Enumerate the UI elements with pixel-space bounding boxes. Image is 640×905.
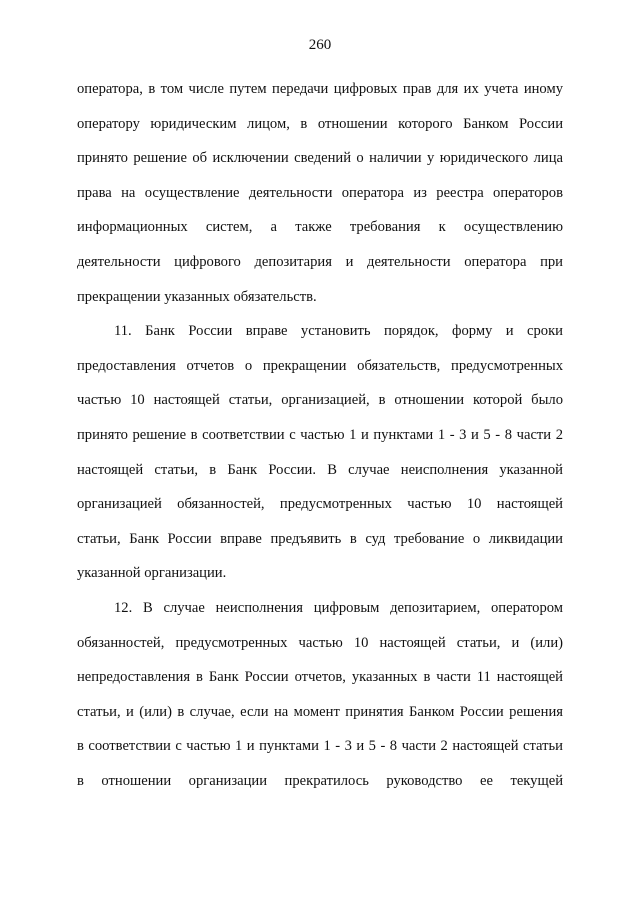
- text-line: предоставления отчетов о прекращении обязательств, предусмотренных: [77, 357, 563, 374]
- text-line: оператора, в том числе путем передачи цифровых прав для их учета иному: [77, 81, 563, 97]
- text-line: настоящей статьи, в Банк России. В случае неисполнения указанной: [77, 461, 563, 478]
- text-line: указанной организации.: [77, 565, 227, 582]
- text-line: принято решение об исключении сведений о наличии у юридического лица: [77, 150, 563, 167]
- text-line: статьи, и (или) в случае, если на момент принятия Банком России решения: [77, 703, 563, 720]
- text-line: частью 10 настоящей статьи, организацией, в отношении которой было: [77, 392, 563, 409]
- text-line: в соответствии с частью 1 и пунктами 1 - 3 и 5 - 8 части 2 настоящей статьи: [77, 738, 563, 755]
- paragraph-start-line: 11. Банк России вправе установить порядок, форму и сроки: [114, 323, 563, 340]
- text-line: информационных систем, а также требования к осуществлению: [77, 219, 563, 236]
- text-line: прекращении указанных обязательств.: [77, 288, 317, 305]
- text-line: организацией обязанностей, предусмотренных частью 10 настоящей: [77, 496, 563, 513]
- page-number: 260: [308, 37, 332, 53]
- text-line: оператору юридическим лицом, в отношении которого Банком России: [77, 115, 563, 132]
- text-line: принято решение в соответствии с частью 1 и пунктами 1 - 3 и 5 - 8 части 2: [77, 426, 563, 443]
- text-line: непредоставления в Банк России отчетов, указанных в части 11 настоящей: [77, 669, 563, 686]
- text-line: обязанностей, предусмотренных частью 10 настоящей статьи, и (или): [77, 634, 563, 651]
- text-line: деятельности цифрового депозитария и деятельности оператора при: [77, 253, 563, 270]
- text-line: статьи, Банк России вправе предъявить в суд требование о ликвидации: [77, 530, 563, 547]
- text-line: в отношении организации прекратилось руководство ее текущей: [77, 772, 563, 789]
- text-line: права на осуществление деятельности оператора из реестра операторов: [77, 184, 563, 201]
- document-body: [77, 72, 563, 798]
- paragraph-start-line: 12. В случае неисполнения цифровым депозитарием, оператором: [114, 599, 563, 616]
